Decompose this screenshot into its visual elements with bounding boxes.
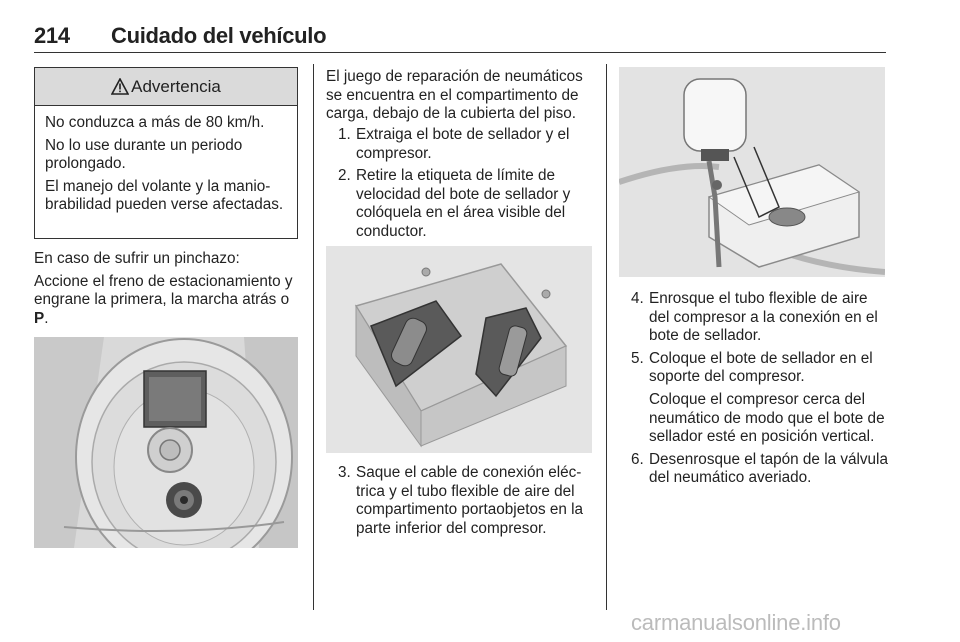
list-item: 2. Retire la etiqueta de límite de velocidad del bote de sellador y colóquela en el área visible del conductor. xyxy=(338,167,571,240)
warning-triangle-icon xyxy=(111,78,129,95)
list-item: 6. Desenrosque el tapón de la válvula del neumático averiado. xyxy=(631,450,888,487)
steps-list xyxy=(338,464,596,542)
list-item: 5. Coloque el bote de sellador en el soporte del compresor. Coloque el compresor cerca del neumático de modo que el bote de sellador esté en posición vertical. xyxy=(631,350,889,447)
paragraph: Accione el freno de estacionamiento y engrane la primera, la marcha atrás o P. xyxy=(34,272,293,327)
warning-heading: Advertencia xyxy=(131,76,221,96)
header-rule xyxy=(34,52,886,53)
column-divider xyxy=(313,64,314,610)
gear-p: P xyxy=(34,309,45,327)
watermark: carmanualsonline.info xyxy=(631,610,841,635)
column-divider xyxy=(606,64,607,610)
list-item: 1. Extraiga el bote de sellador y el compresor. xyxy=(338,126,570,162)
list-item: 3. Saque el cable de conexión eléctrica y el tubo flexible de aire del compartimento portaobjetos en la parte inferior del compresor. xyxy=(338,464,584,537)
page-number: 214 xyxy=(34,23,70,48)
paragraph: En caso de sufrir un pinchazo: xyxy=(34,250,240,267)
paragraph: El juego de reparación de neumáticos se encuentra en el compartimento de carga, debajo de la cubierta del piso. xyxy=(326,68,583,123)
warning-text: El manejo del volante y la maniobrabilidad pueden verse afectadas. xyxy=(45,177,284,213)
sub-paragraph: Coloque el compresor cerca del neumático de modo que el bote de sellador esté en posición vertical. xyxy=(649,390,885,446)
steps-list xyxy=(631,290,889,492)
warning-box xyxy=(34,67,298,239)
col1-text xyxy=(34,250,302,328)
col2-intro xyxy=(326,68,598,124)
steps-list xyxy=(338,126,596,246)
figure-repair-kit-tray xyxy=(326,246,592,453)
warning-text: No lo use durante un periodo prolongado. xyxy=(45,136,243,172)
list-item: 4. Enrosque el tubo flexible de aire del compresor a la conexión en el bote de sellador. xyxy=(631,290,878,345)
warning-header xyxy=(35,68,297,106)
warning-text: No conduzca a más de 80 km/h. xyxy=(45,114,265,131)
figure-spare-wheel-well xyxy=(34,337,298,548)
figure-compressor-bottle xyxy=(619,67,885,277)
page-title: Cuidado del vehículo xyxy=(111,23,327,48)
